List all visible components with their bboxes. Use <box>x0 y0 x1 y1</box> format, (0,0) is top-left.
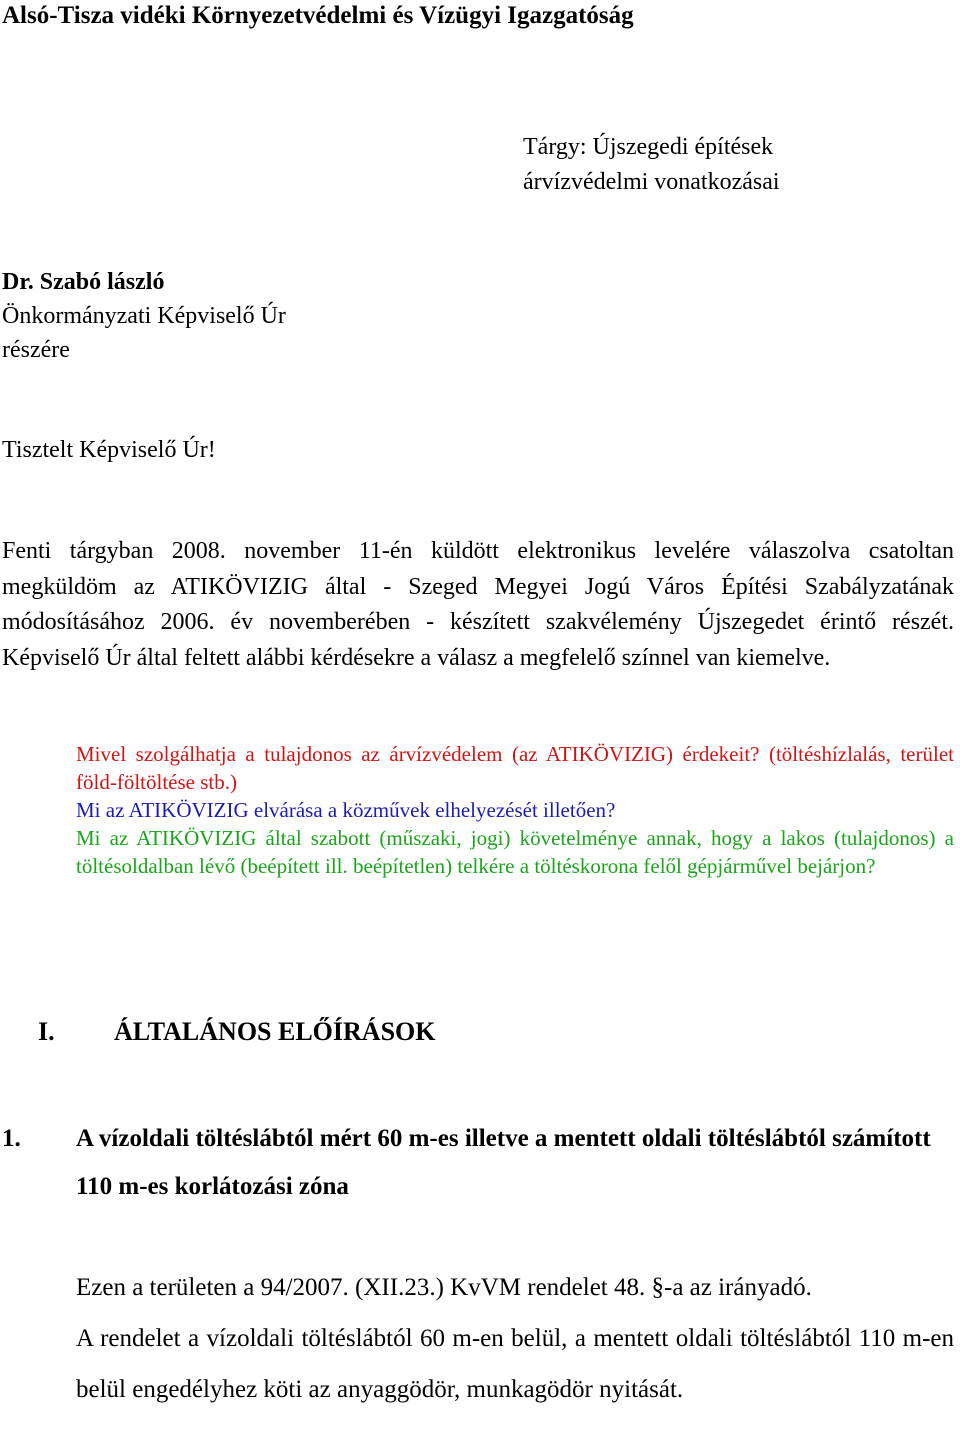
subject-block <box>523 130 780 200</box>
body-paragraph-1: Ezen a területen a 94/2007. (XII.23.) KvVM rendelet 48. §-a az irányadó. <box>76 1274 812 1301</box>
addressee-name: Dr. Szabó lászló <box>2 269 165 295</box>
subject-line-2: árvízvédelmi vonatkozásai <box>523 169 780 195</box>
salutation: Tisztelt Képviselő Úr! <box>2 437 216 463</box>
organization-header: Alsó-Tisza vidéki Környezetvédelmi és Vízügyi Igazgatóság <box>2 2 634 29</box>
question-item: Mivel szolgálhatja a tulajdonos az árvízvédelem (az ATIKÖVIZIG) érdekeit? (töltéshízlalás, terület föld-föltöltése stb.) <box>76 742 954 794</box>
subsection-number: 1. <box>2 1125 21 1152</box>
addressee-block <box>2 265 286 367</box>
addressee-suffix: részére <box>2 337 70 363</box>
questions-list <box>76 740 954 880</box>
subsection-title: A vízoldali töltéslábtól mért 60 m-es illetve a mentett oldali töltéslábtól számított 110 m-es korlátozási zóna <box>76 1125 931 1200</box>
addressee-title: Önkormányzati Képviselő Úr <box>2 303 286 329</box>
section-heading <box>38 1014 435 1050</box>
body-paragraph-2: A rendelet a vízoldali töltéslábtól 60 m-en belül, a mentett oldali töltéslábtól 110 m-en belül engedélyhez köti az anyaggödör, munkagödör nyitását. <box>76 1325 954 1403</box>
question-item: Mi az ATIKÖVIZIG elvárása a közművek elhelyezését illetően? <box>76 798 616 822</box>
section-number: I. <box>38 1017 55 1046</box>
subsection-heading <box>2 1115 954 1211</box>
question-item: Mi az ATIKÖVIZIG által szabott (műszaki, jogi) követelménye annak, hogy a lakos (tulajdonos) a töltésoldalban lévő (beépített ill. beépítetlen) telkére a töltéskorona felől gépjárművel bejárjon? <box>76 826 954 878</box>
subject-line-1: Tárgy: Újszegedi építések <box>523 134 774 160</box>
intro-paragraph: Fenti tárgyban 2008. november 11-én küldött elektronikus levelére válaszolva csatoltan megküldöm az ATIKÖVIZIG által - Szeged Megyei Jogú Város Építési Szabályzatának módosításához 2006. év novemberében - készített szakvélemény Újszegedet érintő részét. Képviselő Úr által feltett alábbi kérdésekre a válasz a megfelelő színnel van kiemelve. <box>2 538 954 671</box>
section-title: ÁLTALÁNOS ELŐÍRÁSOK <box>114 1017 436 1046</box>
